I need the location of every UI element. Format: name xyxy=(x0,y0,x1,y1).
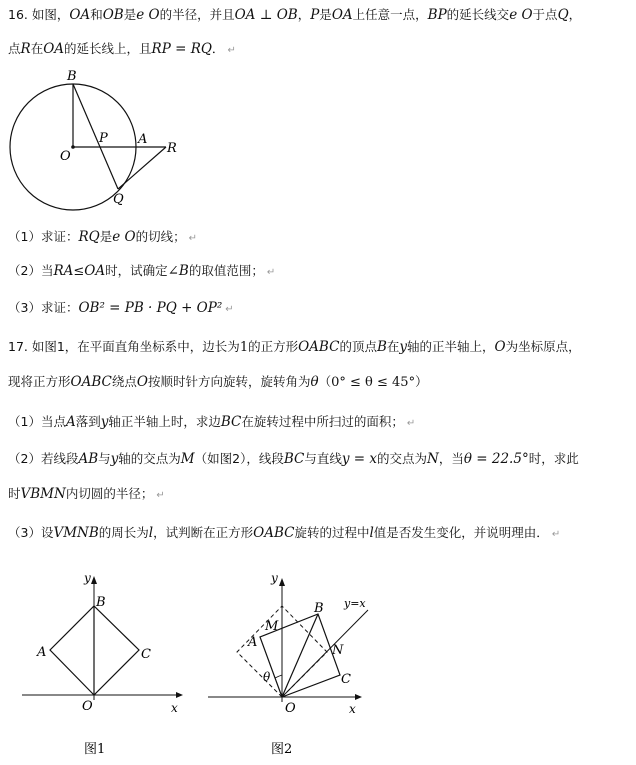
q17-part2b: 时VBMN内切圆的半径； ↵ xyxy=(8,486,165,502)
svg-text:B: B xyxy=(96,595,106,610)
q17-figure2 xyxy=(208,571,368,757)
q17-part1: （1）当点A落到y轴正半轴上时，求边BC在旋转过程中所扫过的面积； ↵ xyxy=(8,414,416,430)
svg-text:O: O xyxy=(82,699,93,714)
svg-text:O: O xyxy=(285,701,296,716)
svg-text:C: C xyxy=(141,647,151,662)
svg-text:x: x xyxy=(349,702,356,716)
label-p: P xyxy=(99,131,108,146)
svg-text:B: B xyxy=(314,601,324,616)
svg-text:N: N xyxy=(332,643,344,658)
q16-line2: 点R在OA的延长线上，且RP = RQ． ↵ xyxy=(8,41,236,57)
segment-bq xyxy=(73,84,118,189)
svg-text:M: M xyxy=(265,619,279,634)
q17-part3: （3）设VMNB的周长为l，试判断在正方形OABC旋转的过程中l值是否发生变化，并说明理由． ↵ xyxy=(8,525,561,541)
center-dot xyxy=(71,145,75,149)
svg-text:A: A xyxy=(248,635,258,650)
q17-line1: 17. 如图1，在平面直角坐标系中，边长为1的正方形OABC的顶点B在y轴的正半轴上，O为坐标原点， xyxy=(8,339,581,355)
q17-figure1 xyxy=(22,571,183,757)
svg-text:y: y xyxy=(271,571,278,585)
svg-text:y: y xyxy=(84,571,91,585)
label-o: O xyxy=(60,149,71,164)
q16-part2: （2）当RA≤OA时，试确定∠B的取值范围； ↵ xyxy=(8,263,276,279)
svg-text:C: C xyxy=(341,672,351,687)
svg-text:y=x: y=x xyxy=(344,597,366,610)
svg-text:A: A xyxy=(37,645,47,660)
svg-text:x: x xyxy=(171,701,178,715)
label-r: R xyxy=(167,141,177,156)
q17-part2a: （2）若线段AB与y轴的交点为M（如图2），线段BC与直线y = x的交点为N，当θ = 22.5°时，求此 xyxy=(8,451,579,467)
segment-qr xyxy=(118,147,166,189)
label-b: B xyxy=(67,69,77,84)
svg-text:图1: 图1 xyxy=(84,742,106,757)
label-q: Q xyxy=(113,192,124,207)
label-a: A xyxy=(138,132,148,147)
q17-line2: 现将正方形OABC绕点O按顺时针方向旋转，旋转角为θ（0° ≤ θ ≤ 45°） xyxy=(8,374,428,390)
svg-text:图2: 图2 xyxy=(271,742,293,757)
svg-text:θ: θ xyxy=(263,670,271,684)
q16-part3: （3）求证：OB² = PB · PQ + OP² ↵ xyxy=(8,300,234,316)
q16-line1: 16. 如图，OA和OB是e O的半径，并且OA ⊥ OB，P是OA上任意一点，BP的延长线交e O于点Q， xyxy=(8,7,582,23)
q16-part1: （1）求证：RQ是e O的切线； ↵ xyxy=(8,229,197,245)
